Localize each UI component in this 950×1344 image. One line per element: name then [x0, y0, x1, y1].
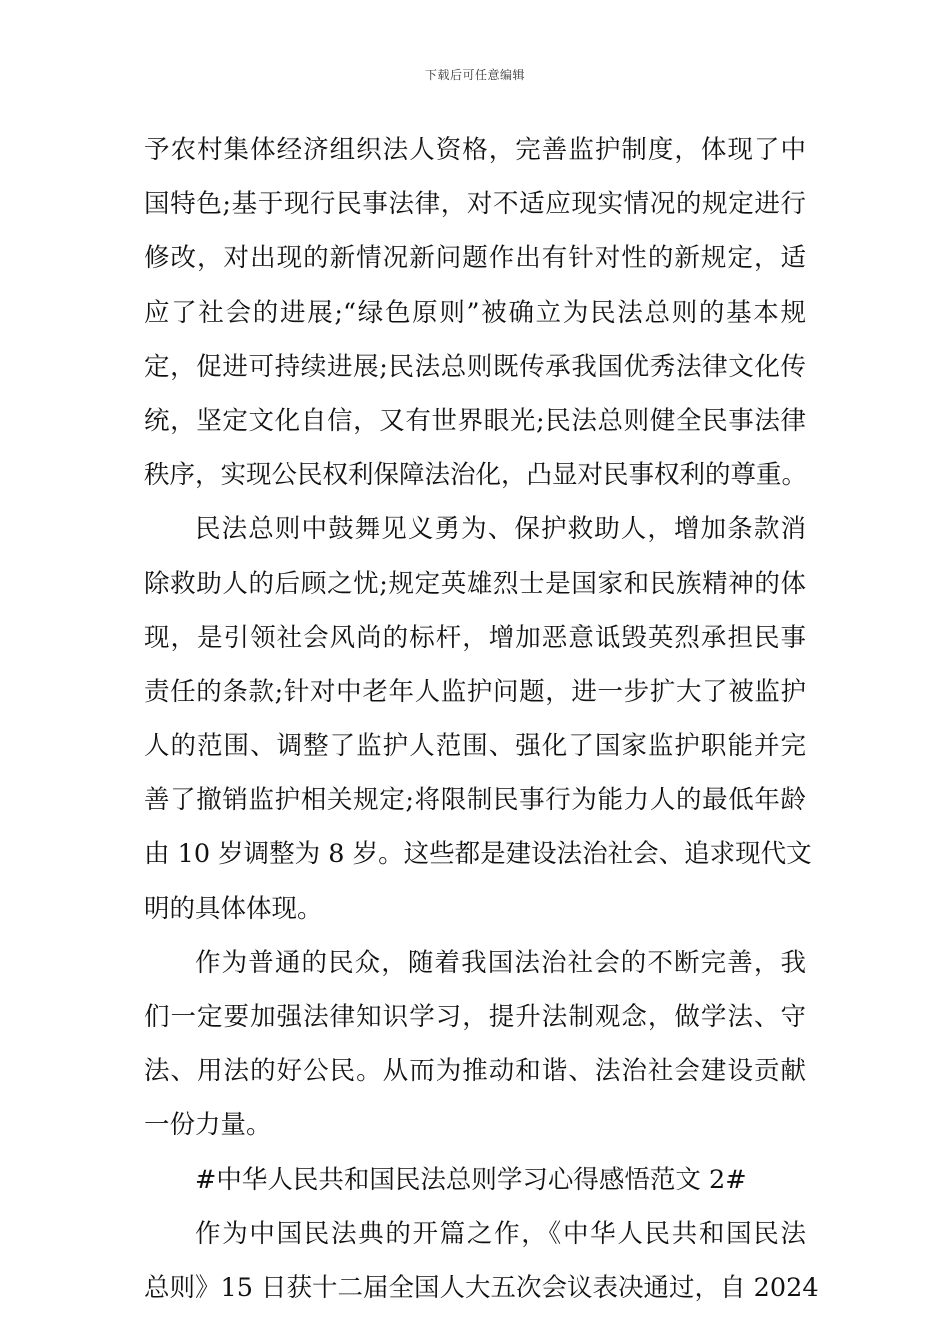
text-line: #中华人民共和国民法总则学习心得感悟范文 2# — [195, 1164, 747, 1195]
text-line: 总则》15 日获十二届全国人大五次会议表决通过，自 2024 — [144, 1272, 819, 1303]
text-line: 民法总则中鼓舞见义勇为、保护救助人，增加条款消 — [195, 514, 806, 545]
text-line: 修改，对出现的新情况新问题作出有针对性的新规定，适 — [144, 243, 806, 274]
text-line: 作为普通的民众，随着我国法治社会的不断完善，我 — [195, 947, 806, 978]
text-line: 们一定要加强法律知识学习，提升法制观念，做学法、守 — [144, 1002, 806, 1032]
text-line: 定，促进可持续进展;民法总则既传承我国优秀法律文化传 — [144, 351, 806, 382]
text-line: 统，坚定文化自信，又有世界眼光;民法总则健全民事法律 — [144, 405, 806, 436]
text-line: 善了撤销监护相关规定;将限制民事行为能力人的最低年龄 — [144, 785, 806, 816]
text-line: 明的具体体现。 — [144, 893, 323, 924]
text-line: 作为中国民法典的开篇之作，《中华人民共和国民法 — [195, 1218, 806, 1249]
text-line: 由 10 岁调整为 8 岁。这些都是建设法治社会、追求现代文 — [144, 839, 812, 870]
text-line: 人的范围、调整了监护人范围、强化了国家监护职能并完 — [144, 731, 806, 762]
text-line: 责任的条款;针对中老年人监护问题，进一步扩大了被监护 — [144, 676, 806, 707]
document-body — [144, 123, 819, 1315]
text-line: 国特色;基于现行民事法律，对不适应现实情况的规定进行 — [144, 189, 806, 220]
text-line: 除救助人的后顾之忧;规定英雄烈士是国家和民族精神的体 — [144, 568, 806, 599]
text-line: 现，是引领社会风尚的标杆，增加恶意诋毁英烈承担民事 — [144, 622, 806, 653]
text-line: 秩序，实现公民权利保障法治化，凸显对民事权利的尊重。 — [144, 460, 808, 491]
text-line: 予农村集体经济组织法人资格，完善监护制度，体现了中 — [144, 135, 806, 165]
text-line: 应了社会的进展;“绿色原则”被确立为民法总则的基本规 — [144, 297, 806, 328]
text-line: 法、用法的好公民。从而为推动和谐、法治社会建设贡献 — [144, 1056, 806, 1087]
text-line: 一份力量。 — [144, 1110, 272, 1141]
page-header: 下载后可任意编辑 — [424, 68, 525, 82]
